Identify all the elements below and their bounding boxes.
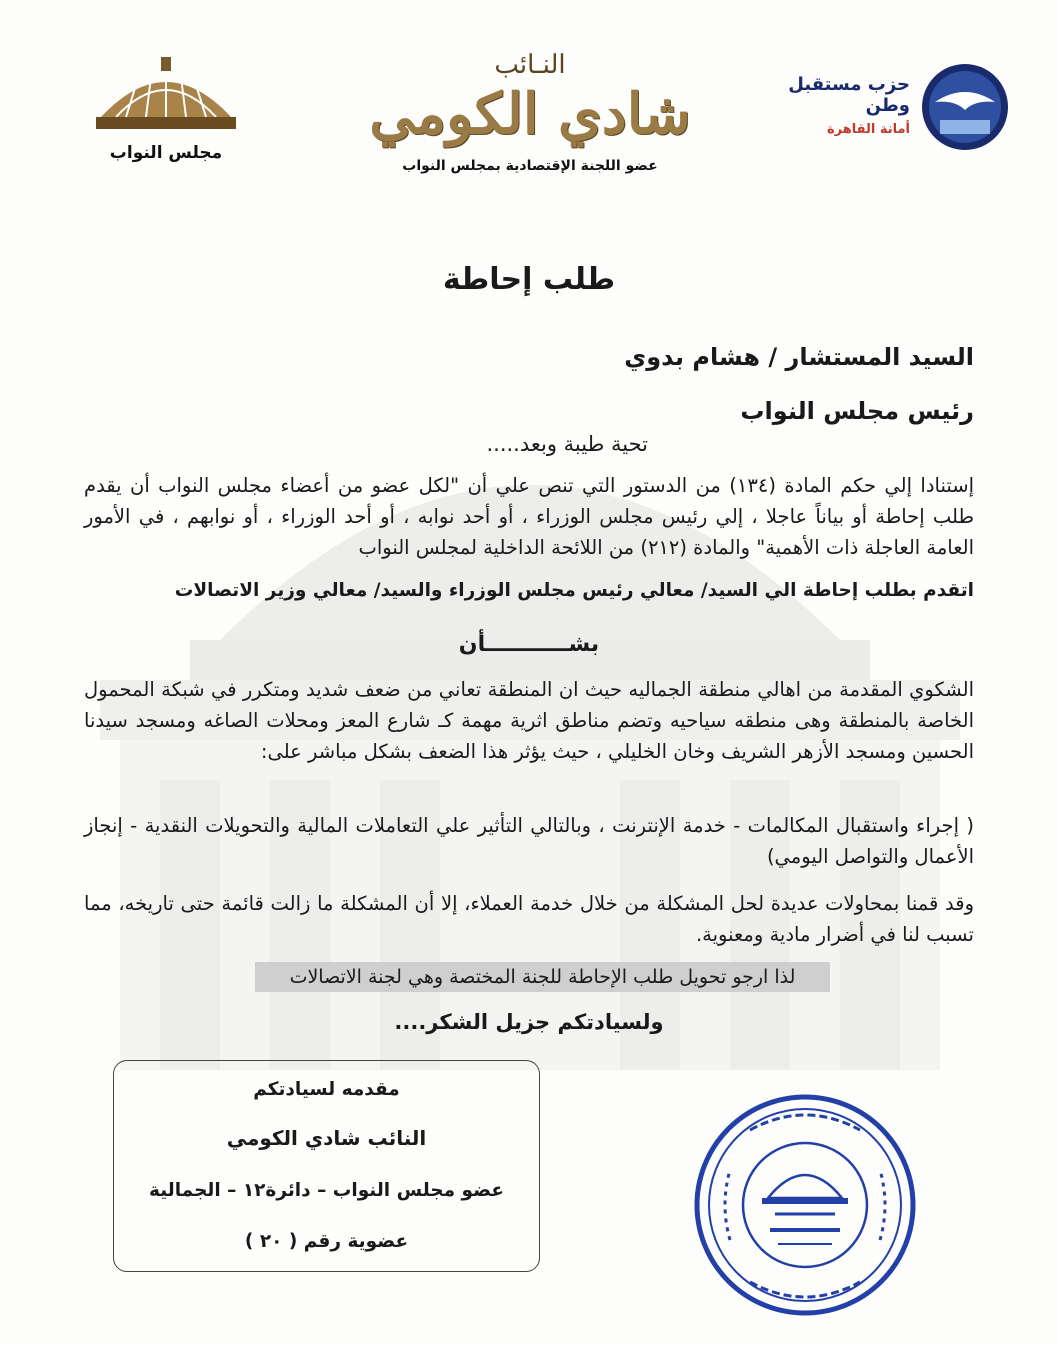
party-text (760, 74, 910, 137)
parliament-logo-block (86, 55, 246, 163)
party-name: حزب مستقبل وطن (788, 74, 910, 116)
legal-basis-paragraph: إستنادا إلي حكم المادة (١٣٤) من الدستور التي تنص علي أن "لكل عضو من أعضاء مجلس النواب أن يقدم طلب إحاطة أو بياناً عاجلا ، إلي رئيس مجلس الوزراء ، أو أحد نوابه ، أو أحد الوزراء ، أو نوابهم ، في الأمور العامة العاجلة ذات الأهمية" والمادة (٢١٢) من اللائحة الداخلية لمجلس النواب (84, 474, 974, 559)
referral-line: لذا ارجو تحويل طلب الإحاطة للجنة المختصة وهي لجنة الاتصالات (255, 962, 830, 992)
party-branch: أمانة القاهرة (826, 122, 910, 137)
parliament-dome-icon (91, 55, 241, 133)
signature-intro: مقدمه لسيادتكم (253, 1079, 400, 1100)
mp-committee: عضو اللجنة الإقتصادية بمجلس النواب (402, 157, 658, 174)
complaint-paragraph: الشكوي المقدمة من اهالي منطقة الجماليه حيث ان المنطقة تعاني من ضعف شديد ومتكرر في شبكة المحمول الخاصة بالمنطقة وهى منطقه سياحيه وتضم مناطق اثرية مهمة كـ شارع المعز ومحلات الصاغه ومسجد سيدنا الحسين ومسجد الأزهر الشريف وخان الخليلي ، حيث يؤثر هذا الضعف بشكل مباشر على: (84, 678, 974, 763)
document-title: طلب إحاطة (442, 262, 616, 297)
addressee (624, 330, 974, 438)
parliament-caption: مجلس النواب (109, 143, 223, 163)
addressee-name: السيد المستشار / هشام بدوي (624, 343, 974, 371)
closing-line: ولسيادتكم جزيل الشكر.... (394, 1010, 664, 1034)
impact-paragraph: ( إجراء واستقبال المكالمات - خدمة الإنترنت ، وبالتالي التأثير علي التعاملات المالية والتحويلات النقدية - إنجاز الأعمال والتواصل اليومي) (84, 814, 974, 868)
signature-box (113, 1060, 540, 1272)
mp-letterhead (330, 50, 730, 174)
greeting: تحية طيبة وبعد..... (486, 432, 648, 456)
mp-title: النـائب (494, 50, 566, 80)
party-logo-block (760, 62, 1020, 152)
addressee-position: رئيس مجلس النواب (740, 397, 974, 425)
request-line: اتقدم بطلب إحاطة الي السيد/ معالي رئيس مجلس الوزراء والسيد/ معالي وزير الاتصالات (174, 580, 974, 601)
signature-membership: عضوية رقم ( ٢٠ ) (244, 1231, 409, 1252)
subject-heading: بشـــــــــــأن (458, 632, 600, 657)
attempts-paragraph: وقد قمنا بمحاولات عديدة لحل المشكلة من خلال خدمة العملاء، إلا أن المشكلة ما زالت قائمة حتى تاريخه، مما تسبب لنا في أضرار مادية ومعنوية. (84, 892, 974, 946)
mp-name: شادي الكومي (369, 81, 691, 147)
signature-name: النائب شادي الكومي (226, 1126, 427, 1150)
official-stamp-icon (690, 1090, 920, 1320)
signature-district: عضو مجلس النواب – دائرة١٢ – الجمالية (149, 1180, 504, 1201)
party-eagle-icon (920, 62, 1010, 152)
